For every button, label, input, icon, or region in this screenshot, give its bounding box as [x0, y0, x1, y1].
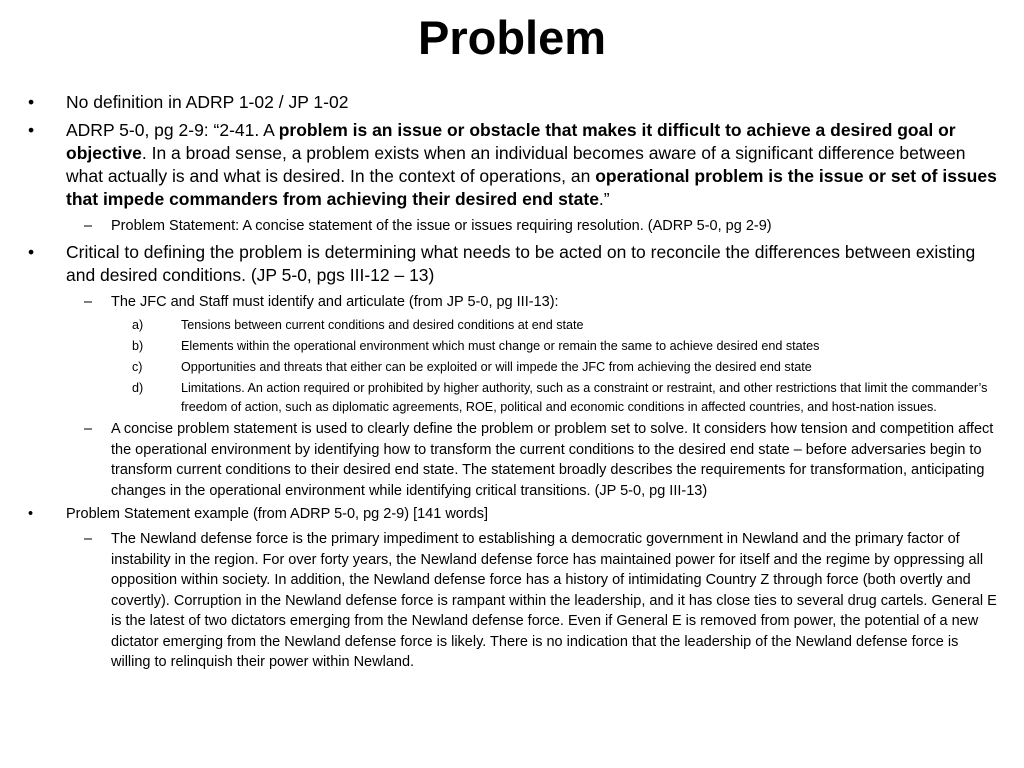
sub-bullet-item	[28, 216, 1000, 237]
letter-marker: c)	[132, 360, 143, 374]
bullet-text-segment: . In a broad sense, a problem exists when an individual becomes aware of a significant difference between what actually is and what is desired. In the context of operations, an	[66, 143, 966, 186]
bullet-text: Critical to defining the problem is determining what needs to be acted on to reconcile the differences between existing and desired conditions. (JP 5-0, pgs III-12 – 13)	[66, 241, 976, 285]
sub-bullet-text: A concise problem statement is used to clearly define the problem or problem set to solve. It considers how tension and competition affect the operational environment by identifying how to transform the current conditions to the desired end state – before adversaries begin to transform current conditions to their desired end state. The statement broadly describes the requirements for transformation, anticipating changes in the operational environment while identifying critical transitions. (JP 5-0, pg III-13)	[111, 421, 994, 499]
bullet-item	[28, 241, 1000, 287]
lettered-item	[28, 379, 1000, 417]
letter-marker: b)	[132, 339, 144, 353]
bullet-marker: •	[28, 120, 35, 140]
lettered-item-text: Opportunities and threats that either can be exploited or will impede the JFC from achieving the desired end state	[181, 360, 812, 374]
bullet-marker: •	[28, 506, 34, 522]
letter-marker: a)	[132, 318, 144, 332]
dash-marker: –	[84, 293, 93, 310]
sub-bullet-text: Problem Statement: A concise statement of the issue or issues requiring resolution. (ADRP 5-0, pg 2-9)	[111, 218, 772, 234]
sub-bullet-item	[28, 529, 1000, 673]
sub-bullet-text: The JFC and Staff must identify and articulate (from JP 5-0, pg III-13):	[111, 293, 559, 310]
letter-marker: d)	[132, 381, 144, 395]
sub-bullet-item	[28, 419, 1000, 501]
sub-bullet-text: The Newland defense force is the primary impediment to establishing a democratic government in Newland and the primary factor of instability in the region. For over forty years, the Newland defense force has maintained power for itself and the regime by oppressing all opposition within society. In addition, the Newland defense force has a history of intimidating Country Z through force (both overtly and covertly). Corruption in the Newland defense force is rampant within the leadership, and it has close ties to several drug cartels. General E is the latest of two dictators emerging from the Newland defense force. Even if General E is removed from power, the potential of a new dictator emerging from the Newland defense force is likely. There is no indication that the leadership of the Newland defense force is willing to relinquish their power within Newland.	[111, 531, 997, 670]
dash-marker: –	[84, 218, 93, 234]
slide-content	[28, 91, 1000, 677]
lettered-item	[28, 337, 1000, 356]
lettered-item-text: Elements within the operational environment which must change or remain the same to achieve desired end states	[181, 339, 820, 353]
lettered-item	[28, 358, 1000, 377]
bullet-marker: •	[28, 241, 35, 262]
bullet-item	[28, 505, 1000, 524]
bullet-text-segment: ADRP 5-0, pg 2-9: “2-41. A	[66, 120, 279, 140]
dash-marker: –	[84, 531, 93, 547]
bullet-text-bold-segment: problem is an issue or obstacle that makes it difficult to achieve a desired goal or objective	[66, 120, 956, 163]
slide-title: Problem	[417, 11, 607, 64]
sub-bullet-item	[28, 292, 1000, 313]
bullet-item	[28, 91, 1000, 114]
bullet-text: No definition in ADRP 1-02 / JP 1-02	[66, 92, 349, 112]
lettered-item	[28, 316, 1000, 335]
bullet-marker: •	[28, 92, 35, 112]
bullet-text: Problem Statement example (from ADRP 5-0, pg 2-9) [141 words]	[66, 506, 489, 522]
lettered-item-text: Tensions between current conditions and desired conditions at end state	[181, 318, 584, 332]
bullet-item	[28, 119, 1000, 211]
dash-marker: –	[84, 421, 93, 437]
bullet-text-bold-segment: operational problem is the issue or set of issues that impede commanders from achieving their desired end state	[66, 166, 997, 209]
bullet-text-segment: .”	[598, 189, 610, 209]
lettered-item-text: Limitations. An action required or prohibited by higher authority, such as a constraint or restraint, and other restrictions that limit the commander’s freedom of action, such as diplomatic agreements, ROE, political and economic conditions in affected countries, and host-nation issues.	[181, 381, 988, 414]
